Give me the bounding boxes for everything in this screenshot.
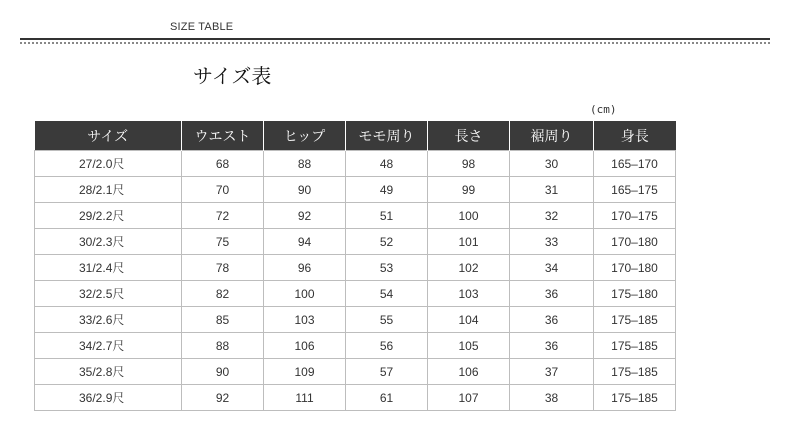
cell-thigh: 49 bbox=[346, 177, 428, 203]
cell-height: 165–175 bbox=[594, 177, 676, 203]
cell-height: 175–185 bbox=[594, 385, 676, 411]
cell-thigh: 56 bbox=[346, 333, 428, 359]
table-row bbox=[35, 281, 676, 307]
cell-height: 170–180 bbox=[594, 255, 676, 281]
cell-hem: 33 bbox=[510, 229, 594, 255]
table-row bbox=[35, 333, 676, 359]
cell-hem: 36 bbox=[510, 281, 594, 307]
cell-thigh: 51 bbox=[346, 203, 428, 229]
divider-dotted bbox=[20, 42, 770, 44]
cell-hip: 94 bbox=[264, 229, 346, 255]
cell-hip: 100 bbox=[264, 281, 346, 307]
cell-length: 101 bbox=[428, 229, 510, 255]
cell-waist: 85 bbox=[182, 307, 264, 333]
unit-label: (cm) bbox=[590, 103, 617, 116]
cell-size: 35/2.8尺 bbox=[35, 359, 182, 385]
cell-size: 27/2.0尺 bbox=[35, 151, 182, 177]
table-row bbox=[35, 359, 676, 385]
cell-height: 165–170 bbox=[594, 151, 676, 177]
column-header-waist: ウエスト bbox=[182, 121, 264, 151]
size-table bbox=[34, 121, 676, 411]
cell-height: 175–185 bbox=[594, 307, 676, 333]
cell-length: 100 bbox=[428, 203, 510, 229]
cell-hip: 92 bbox=[264, 203, 346, 229]
cell-hip: 90 bbox=[264, 177, 346, 203]
cell-hem: 36 bbox=[510, 307, 594, 333]
table-row bbox=[35, 151, 676, 177]
cell-thigh: 52 bbox=[346, 229, 428, 255]
cell-waist: 82 bbox=[182, 281, 264, 307]
column-header-thigh: モモ周り bbox=[346, 121, 428, 151]
cell-hem: 36 bbox=[510, 333, 594, 359]
column-header-hem: 裾周り bbox=[510, 121, 594, 151]
cell-height: 170–175 bbox=[594, 203, 676, 229]
cell-thigh: 57 bbox=[346, 359, 428, 385]
cell-hem: 37 bbox=[510, 359, 594, 385]
cell-hem: 32 bbox=[510, 203, 594, 229]
cell-hip: 106 bbox=[264, 333, 346, 359]
cell-length: 104 bbox=[428, 307, 510, 333]
cell-waist: 70 bbox=[182, 177, 264, 203]
cell-length: 99 bbox=[428, 177, 510, 203]
cell-thigh: 53 bbox=[346, 255, 428, 281]
cell-hip: 109 bbox=[264, 359, 346, 385]
cell-waist: 78 bbox=[182, 255, 264, 281]
cell-length: 102 bbox=[428, 255, 510, 281]
table-row bbox=[35, 203, 676, 229]
cell-thigh: 54 bbox=[346, 281, 428, 307]
cell-waist: 72 bbox=[182, 203, 264, 229]
cell-height: 175–185 bbox=[594, 333, 676, 359]
cell-size: 28/2.1尺 bbox=[35, 177, 182, 203]
table-row bbox=[35, 385, 676, 411]
divider-solid bbox=[20, 38, 770, 40]
cell-size: 34/2.7尺 bbox=[35, 333, 182, 359]
cell-size: 31/2.4尺 bbox=[35, 255, 182, 281]
cell-height: 170–180 bbox=[594, 229, 676, 255]
column-header-hip: ヒップ bbox=[264, 121, 346, 151]
cell-size: 33/2.6尺 bbox=[35, 307, 182, 333]
cell-thigh: 55 bbox=[346, 307, 428, 333]
page-title: サイズ表 bbox=[193, 64, 272, 88]
table-row bbox=[35, 307, 676, 333]
cell-hem: 34 bbox=[510, 255, 594, 281]
cell-length: 103 bbox=[428, 281, 510, 307]
cell-waist: 75 bbox=[182, 229, 264, 255]
cell-hem: 38 bbox=[510, 385, 594, 411]
cell-length: 98 bbox=[428, 151, 510, 177]
table-row bbox=[35, 255, 676, 281]
cell-height: 175–180 bbox=[594, 281, 676, 307]
cell-waist: 90 bbox=[182, 359, 264, 385]
cell-length: 105 bbox=[428, 333, 510, 359]
cell-hip: 111 bbox=[264, 385, 346, 411]
column-header-size: サイズ bbox=[35, 121, 182, 151]
cell-waist: 88 bbox=[182, 333, 264, 359]
column-header-height: 身長 bbox=[594, 121, 676, 151]
cell-height: 175–185 bbox=[594, 359, 676, 385]
section-label: SIZE TABLE bbox=[170, 21, 234, 33]
cell-thigh: 61 bbox=[346, 385, 428, 411]
cell-size: 36/2.9尺 bbox=[35, 385, 182, 411]
table-row bbox=[35, 177, 676, 203]
cell-length: 107 bbox=[428, 385, 510, 411]
cell-waist: 68 bbox=[182, 151, 264, 177]
table-row bbox=[35, 229, 676, 255]
column-header-length: 長さ bbox=[428, 121, 510, 151]
table-header-row bbox=[35, 121, 676, 151]
cell-length: 106 bbox=[428, 359, 510, 385]
cell-hem: 30 bbox=[510, 151, 594, 177]
cell-size: 29/2.2尺 bbox=[35, 203, 182, 229]
cell-hip: 88 bbox=[264, 151, 346, 177]
cell-hip: 96 bbox=[264, 255, 346, 281]
cell-hip: 103 bbox=[264, 307, 346, 333]
cell-size: 32/2.5尺 bbox=[35, 281, 182, 307]
cell-waist: 92 bbox=[182, 385, 264, 411]
cell-size: 30/2.3尺 bbox=[35, 229, 182, 255]
cell-thigh: 48 bbox=[346, 151, 428, 177]
cell-hem: 31 bbox=[510, 177, 594, 203]
